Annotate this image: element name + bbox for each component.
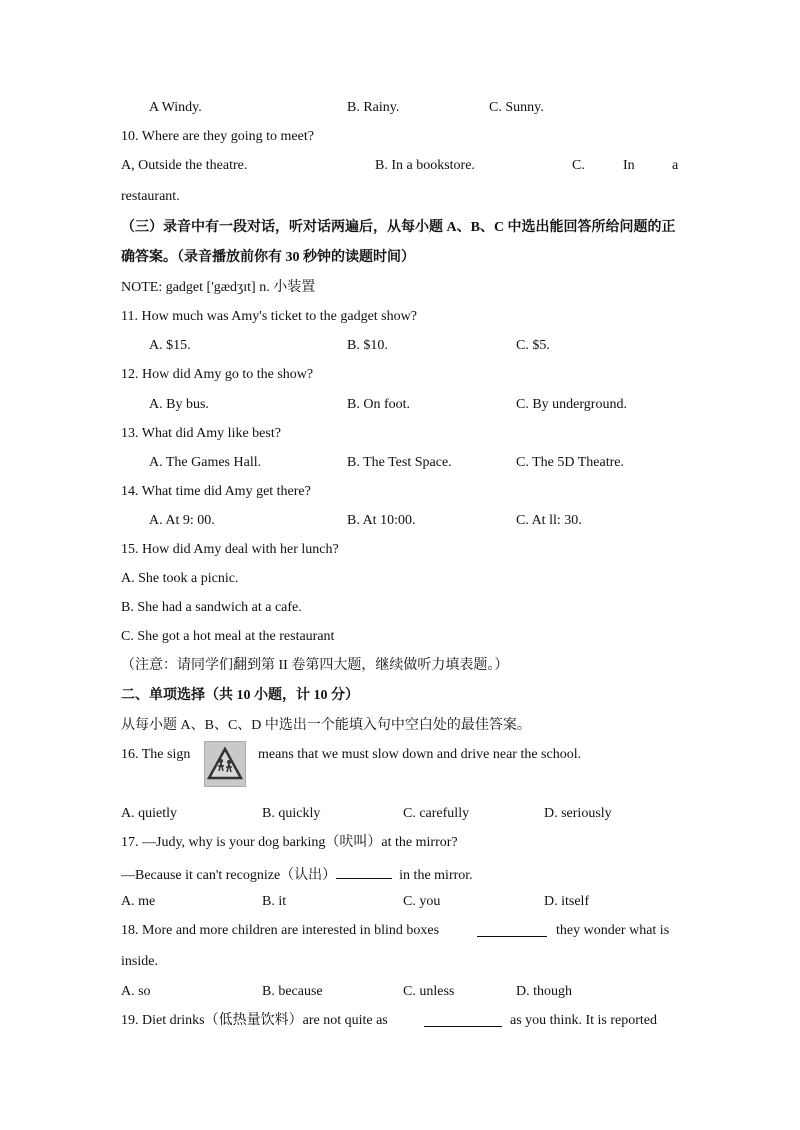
section3-instruction-line1: （三）录音中有一段对话，听对话两遍后，从每小题 A、B、C 中选出能回答所给问题的正 [121,220,676,235]
q10-option-c-letter: C. [572,158,585,173]
q10-question: 10. Where are they going to meet? [121,129,314,144]
q17-line2 [121,864,473,885]
q15-question: 15. How did Amy deal with her lunch? [121,542,339,557]
q15-option-a: A. She took a picnic. [121,571,239,586]
q13-question: 13. What did Amy like best? [121,426,281,441]
q19-text-after: as you think. It is reported [510,1013,657,1028]
q12-option-c: C. By underground. [516,397,627,412]
q17-option-a: A. me [121,894,156,909]
q18-option-c: C. unless [403,984,455,999]
q17-line2-after: in the mirror. [399,868,473,883]
q14-option-a: A. At 9: 00. [149,513,215,528]
q16-option-b: B. quickly [262,806,321,821]
school-crossing-sign-image [204,741,246,787]
q18-text-before: 18. More and more children are interested in blind boxes [121,923,440,938]
q13-option-c: C. The 5D Theatre. [516,455,624,470]
q18-option-a: A. so [121,984,151,999]
q12-option-b: B. On foot. [347,397,410,412]
vocab-note: NOTE: gadget ['gædʒɪt] n. 小装置 [121,280,316,295]
q14-option-c: C. At ll: 30. [516,513,582,528]
q17-line2-before: —Because it can't recognize（认出） [121,868,337,883]
q13-option-a: A. The Games Hall. [149,455,262,470]
q17-option-c: C. you [403,894,441,909]
q10-option-c-continued: restaurant. [121,189,180,204]
part2-title: 二、单项选择（共 10 小题，计 10 分） [121,688,359,703]
q18-option-b: B. because [262,984,323,999]
q12-option-a: A. By bus. [149,397,209,412]
q12-question: 12. How did Amy go to the show? [121,367,314,382]
q10-option-a: A, Outside the theatre. [121,158,248,173]
q14-option-b: B. At 10:00. [347,513,416,528]
q11-option-b: B. $10. [347,338,388,353]
q9-option-a: A Windy. [149,100,202,115]
q16-text-before: 16. The sign [121,747,191,762]
q10-option-c-word1: In [623,158,635,173]
q9-option-b: B. Rainy. [347,100,400,115]
q14-question: 14. What time did Amy get there? [121,484,311,499]
q18-text-after: they wonder what is [556,923,670,938]
q11-option-c: C. $5. [516,338,550,353]
q18-text-continued: inside. [121,954,158,969]
q11-option-a: A. $15. [149,338,191,353]
q17-option-d: D. itself [544,894,590,909]
section3-instruction-line2: 确答案。（录音播放前你有 30 秒钟的读题时间） [121,250,415,265]
warning-triangle-icon [205,742,245,786]
q17-answer-blank[interactable] [336,864,392,879]
q16-option-d: D. seriously [544,806,612,821]
q16-option-c: C. carefully [403,806,470,821]
q15-option-c: C. She got a hot meal at the restaurant [121,629,335,644]
q11-question: 11. How much was Amy's ticket to the gadget show? [121,309,417,324]
q13-option-b: B. The Test Space. [347,455,452,470]
q19-answer-blank[interactable] [424,1012,502,1027]
q16-option-a: A. quietly [121,806,177,821]
q17-option-b: B. it [262,894,287,909]
notice-text: （注意：请同学们翻到第 II 卷第四大题，继续做听力填表题。） [121,658,509,673]
q10-option-c-word2: a [672,158,679,173]
q19-text-before: 19. Diet drinks（低热量饮料）are not quite as [121,1013,388,1028]
q17-line1: 17. —Judy, why is your dog barking（吠叫）at the mirror? [121,835,458,850]
part2-instruction: 从每小题 A、B、C、D 中选出一个能填入句中空白处的最佳答案。 [121,718,531,733]
q15-option-b: B. She had a sandwich at a cafe. [121,600,302,615]
q9-option-c: C. Sunny. [489,100,544,115]
q18-option-d: D. though [516,984,572,999]
q18-answer-blank[interactable] [477,922,547,937]
q10-option-b: B. In a bookstore. [375,158,475,173]
q16-text-after: means that we must slow down and drive near the school. [258,747,582,762]
